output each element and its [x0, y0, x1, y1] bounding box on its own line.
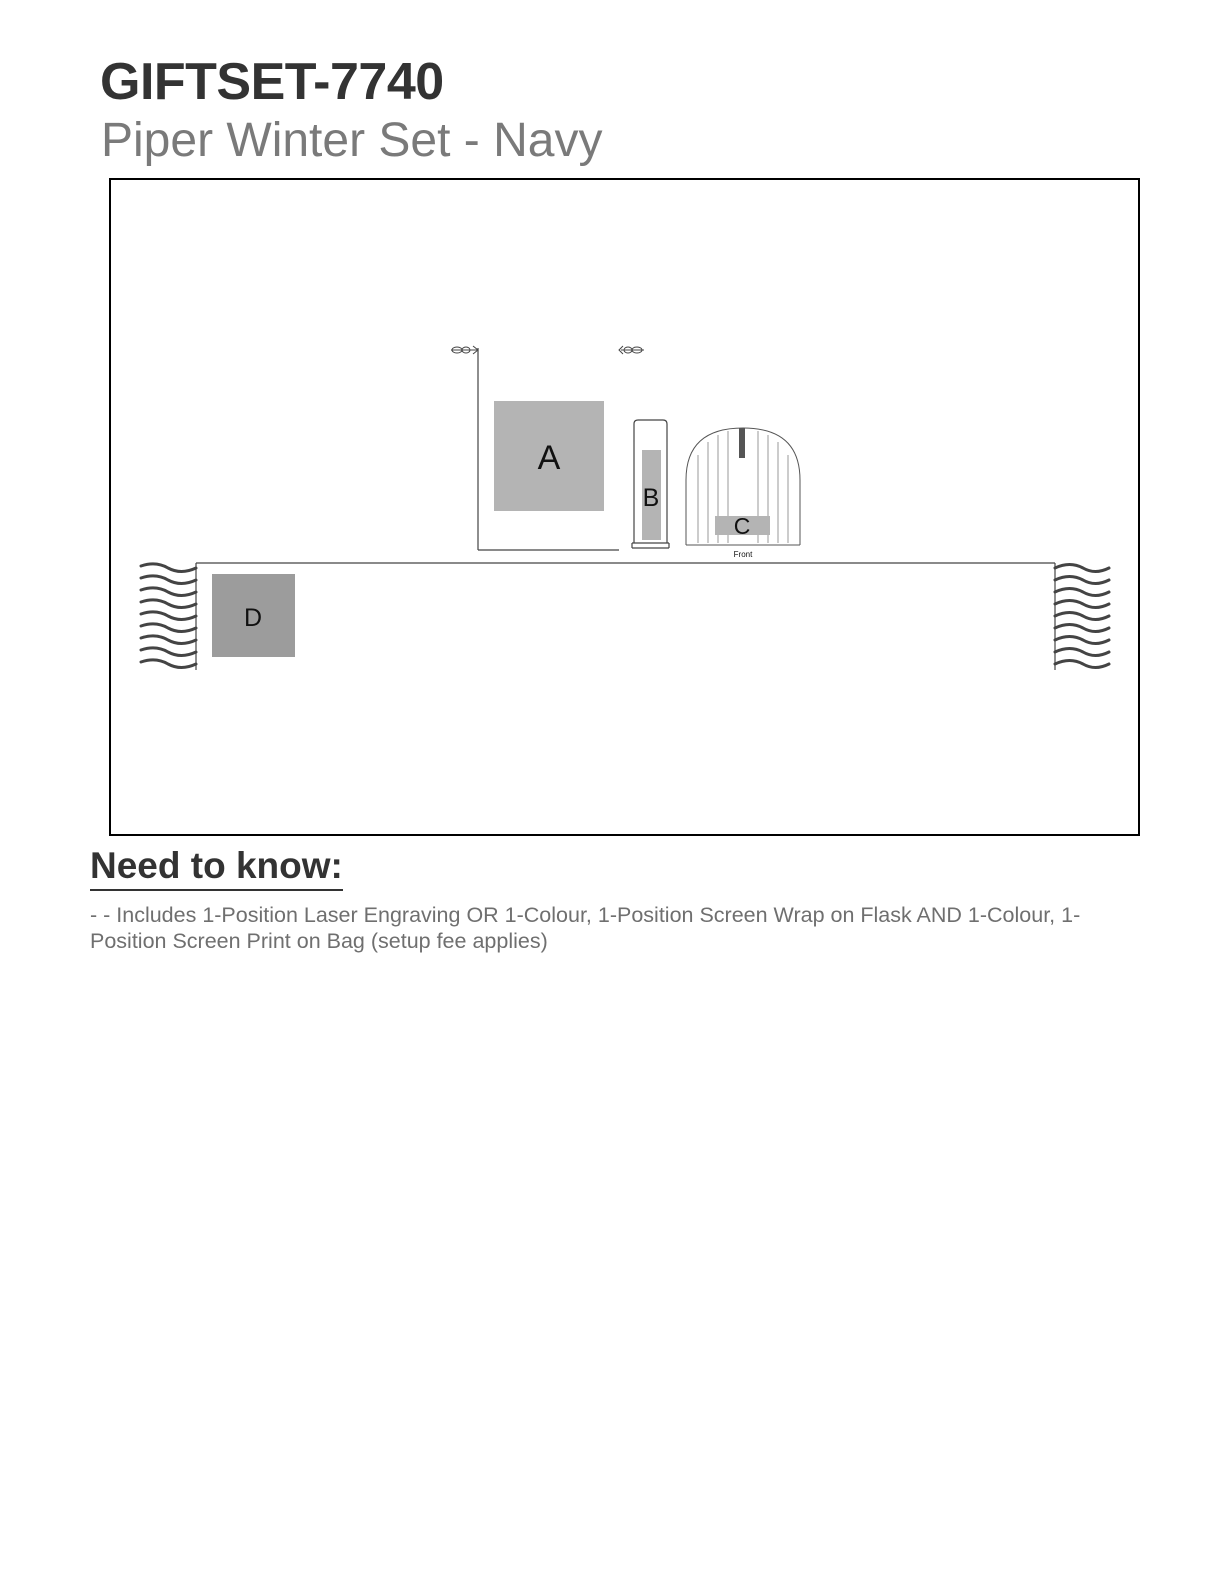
need-to-know-text: - - Includes 1-Position Laser Engraving OR 1-Colour, 1-Position Screen Wrap on Flask AND 1-Colour, 1-Position Screen Print on Bag (setup fee applies) — [90, 903, 1081, 953]
zone-a-label: A — [537, 439, 561, 477]
toque-label-tab — [739, 428, 745, 458]
product-name: Piper Winter Set - Navy — [101, 114, 603, 167]
zone-c-label: C — [733, 513, 751, 539]
zone-d-label: D — [243, 604, 263, 632]
scarf-left-fringe — [141, 564, 196, 668]
zone-b-label: B — [642, 484, 660, 512]
imprint-drawing — [109, 178, 1140, 836]
scarf-outline — [196, 563, 1055, 670]
product-sku: GIFTSET-7740 — [100, 53, 444, 111]
toque-view-label: Front — [733, 550, 753, 559]
scarf-right-fringe — [1055, 565, 1109, 668]
need-to-know-heading: Need to know: — [90, 846, 343, 891]
imprint-drawing-svg — [111, 180, 1138, 834]
